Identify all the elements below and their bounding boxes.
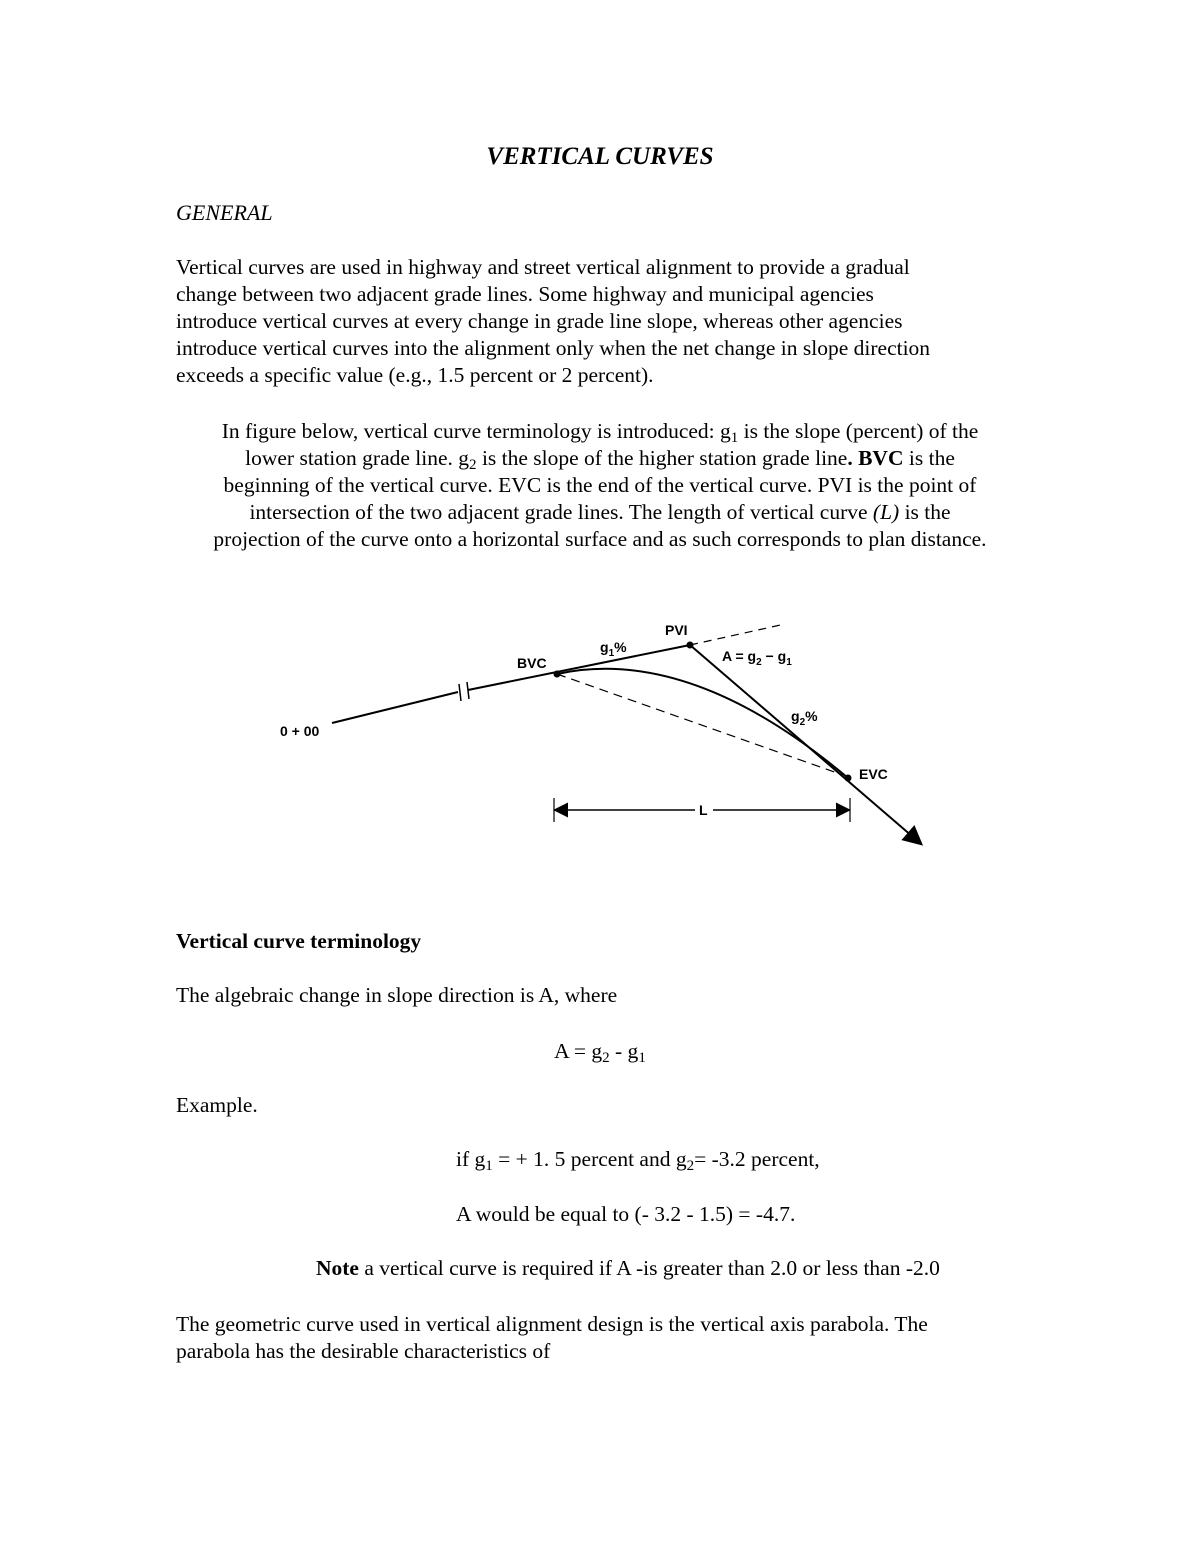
subscript: 1 [485,1157,493,1174]
closing-paragraph [176,1311,1026,1365]
figure-desc-line: projection of the curve onto a horizontal surface and as such corresponds to plan distance. [213,527,987,551]
text-run: = + 1. 5 percent and g [492,1147,687,1171]
text-run: is the slope of the higher station grade line [476,446,848,470]
subscript: 1 [786,657,792,668]
label-evc: EVC [859,766,888,782]
formula-line [0,1039,1200,1064]
label-length: L [699,802,708,818]
intro-line: introduce vertical curves at every change in grade line slope, whereas other agencies [176,309,903,333]
figure-desc-line [160,445,1040,472]
section-heading-terminology: Vertical curve terminology [176,929,422,953]
evc-point [845,775,852,782]
text-run: = -3.2 percent, [694,1147,820,1171]
intro-line: exceeds a specific value (e.g., 1.5 percent or 2 percent). [176,363,654,387]
text-run: is the [899,500,951,524]
label-origin: 0 + 00 [280,723,320,739]
label-pvi: PVI [665,622,688,638]
subscript: 2 [469,456,477,473]
label-g1-percent [600,639,627,659]
intro-line: introduce vertical curves into the alignment only when the net change in slope direction [176,336,931,360]
intro-line: Vertical curves are used in highway and street vertical alignment to provide a gradual [176,255,910,279]
note-label: Note [316,1256,359,1280]
bvc-point [554,671,561,678]
text-run: intersection of the two adjacent grade lines. The length of vertical curve [249,500,873,524]
subscript: 1 [638,1049,646,1066]
text-run: is the [903,446,955,470]
figure-description-paragraph [160,418,1040,553]
example-if-line [456,1147,820,1172]
pvi-point [687,642,694,649]
grade-line-g1 [468,645,690,690]
example-result-line: A would be equal to (- 3.2 - 1.5) = -4.7. [456,1202,796,1226]
bold-run: . BVC [847,446,904,470]
page-title: VERTICAL CURVES [486,143,714,170]
subscript: 2 [799,717,806,728]
text-run: % [614,639,627,655]
text-run: In figure below, vertical curve terminology is introduced: g [221,419,731,443]
intro-line: change between two adjacent grade lines. Some highway and municipal agencies [176,282,874,306]
section-heading-general: GENERAL [176,200,273,225]
text-run: - g [609,1039,639,1063]
vertical-curve-diagram [270,600,940,860]
closing-line: The geometric curve used in vertical alignment design is the vertical axis parabola. The [176,1312,928,1336]
figure-desc-line: beginning of the vertical curve. EVC is the end of the vertical curve. PVI is the point of [223,473,977,497]
text-run: g [600,639,609,655]
subscript: 2 [756,657,762,668]
note-line [316,1256,940,1281]
text-run: g [791,708,800,724]
subscript: 2 [602,1049,610,1066]
text-run: a vertical curve is required if A -is greater than 2.0 or less than -2.0 [358,1256,940,1280]
label-a-equation [722,648,792,668]
label-g2-percent [791,708,818,728]
italic-run: (L) [872,500,900,524]
grade-extension-dashed [690,624,785,645]
figure-desc-line [160,418,1040,445]
label-bvc: BVC [517,655,547,671]
text-run: − g [761,648,787,664]
example-label: Example. [176,1093,258,1117]
grade-line-approach [332,692,458,723]
break-mark [459,684,461,701]
algebraic-change-line: The algebraic change in slope direction is A, where [176,983,618,1007]
intro-paragraph [176,254,1026,389]
text-run: A = g [722,648,757,664]
text-run: % [805,708,818,724]
text-run: if g [456,1147,486,1171]
text-run: lower station grade line. g [245,446,470,470]
subscript: 1 [608,648,615,659]
subscript: 2 [686,1157,695,1174]
closing-line: parabola has the desirable characteristics of [176,1339,551,1363]
figure-desc-line [160,499,1040,526]
subscript: 1 [730,429,739,446]
text-run: A = g [554,1039,603,1063]
text-run: is the slope (percent) of the [738,419,979,443]
